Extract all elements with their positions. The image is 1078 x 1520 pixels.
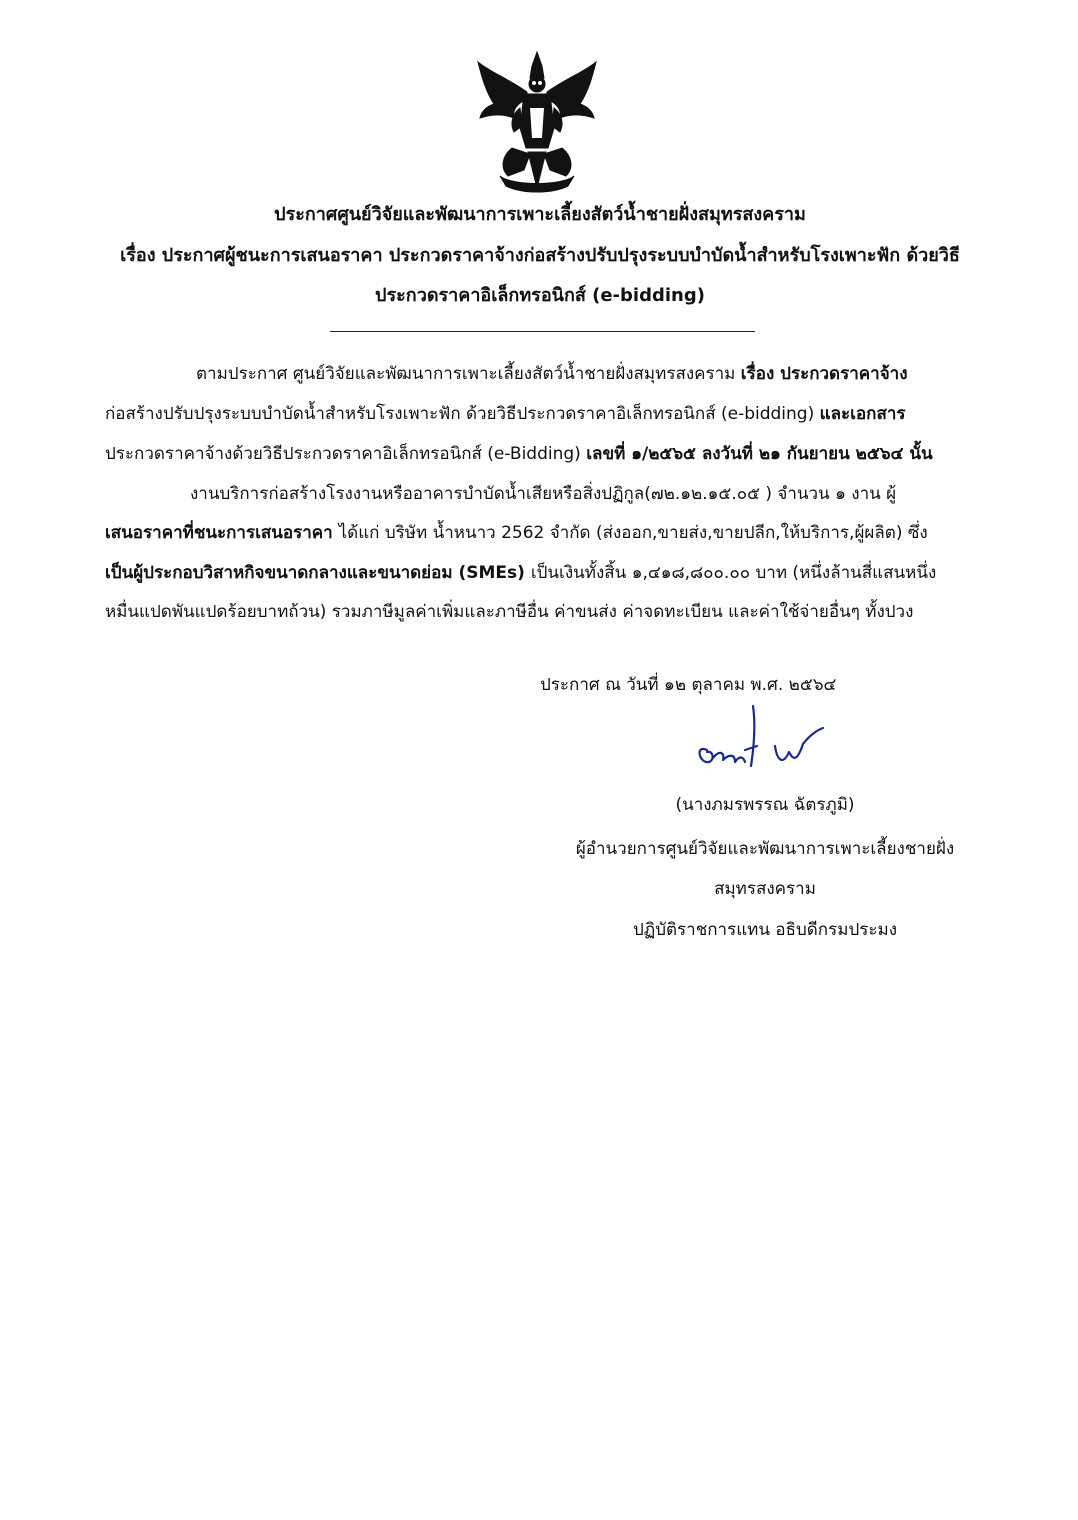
text-run-bold: เลขที่ ๑/๒๕๖๕ ลงวันที่ ๒๑ กันยายน ๒๕๖๔ นั้น xyxy=(586,444,933,464)
announcement-date: ประกาศ ณ วันที่ ๑๒ ตุลาคม พ.ศ. ๒๕๖๔ xyxy=(540,675,837,695)
text-run: เป็นเงินทั้งสิ้น ๑,๔๑๘,๘๐๐.๐๐ บาท (หนึ่งล้านสี่แสนหนึ่ง xyxy=(530,563,937,583)
signer-position: ผู้อำนวยการศูนย์วิจัยและพัฒนาการเพาะเลี้ยงชายฝั่ง xyxy=(575,839,955,859)
announcement-title: ประกาศศูนย์วิจัยและพัฒนาการเพาะเลี้ยงสัตว์น้ำชายฝั่งสมุทรสงคราม xyxy=(274,204,806,225)
acting-on-behalf: ปฏิบัติราชการแทน อธิบดีกรมประมง xyxy=(632,920,897,940)
paragraph-2-line-3 xyxy=(105,562,936,584)
paragraph-1-line-1 xyxy=(196,363,908,385)
paragraph-2-line-2 xyxy=(105,522,928,544)
paragraph-2-line-4: หมื่นแปดพันแปดร้อยบาทถ้วน) รวมภาษีมูลค่าเพิ่มและภาษีอื่น ค่าขนส่ง ค่าจดทะเบียน และค่าใช้จ่ายอื่นๆ ทั้งปวง xyxy=(105,602,914,622)
garuda-emblem-icon xyxy=(472,48,602,193)
handwritten-signature-icon xyxy=(685,700,855,780)
text-run: ประกวดราคาจ้างด้วยวิธีประกวดราคาอิเล็กทรอนิกส์ (e-Bidding) xyxy=(105,444,587,464)
paragraph-2-line-1: งานบริการก่อสร้างโรงงานหรืออาคารบำบัดน้ำเสียหรือสิ่งปฏิกูล(๗๒.๑๒.๑๕.๐๕ ) จำนวน ๑ งาน ผู้ xyxy=(190,484,897,504)
paragraph-1-line-3 xyxy=(105,443,933,465)
text-run-bold: และเอกสาร xyxy=(819,404,906,424)
text-run-bold: เป็นผู้ประกอบวิสาหกิจขนาดกลางและขนาดย่อม (SMEs) xyxy=(105,563,531,583)
paragraph-1-line-2 xyxy=(105,403,906,425)
signer-name: (นางภมรพรรณ ฉัตรภูมิ) xyxy=(675,795,855,815)
announcement-subject-cont: ประกวดราคาอิเล็กทรอนิกส์ (e-bidding) xyxy=(375,285,705,306)
text-run-bold: เสนอราคาที่ชนะการเสนอราคา xyxy=(105,523,339,543)
text-run: ก่อสร้างปรับปรุงระบบบำบัดน้ำสำหรับโรงเพาะฟัก ด้วยวิธีประกวดราคาอิเล็กทรอนิกส์ (e-bidding) xyxy=(105,404,820,424)
text-run: ตามประกาศ ศูนย์วิจัยและพัฒนาการเพาะเลี้ยงสัตว์น้ำชายฝั่งสมุทรสงคราม xyxy=(196,364,741,384)
title-divider xyxy=(330,331,755,332)
text-run: ได้แก่ บริษัท น้ำหนาว 2562 จำกัด (ส่งออก,ขายส่ง,ขายปลีก,ให้บริการ,ผู้ผลิต) ซึ่ง xyxy=(338,523,928,543)
text-run-bold: เรื่อง ประกวดราคาจ้าง xyxy=(740,364,908,384)
signer-position-cont: สมุทรสงคราม xyxy=(714,879,816,899)
announcement-subject: เรื่อง ประกาศผู้ชนะการเสนอราคา ประกวดราคาจ้างก่อสร้างปรับปรุงระบบบำบัดน้ำสำหรับโรงเพาะฟัก ด้วยวิธี xyxy=(120,245,960,266)
